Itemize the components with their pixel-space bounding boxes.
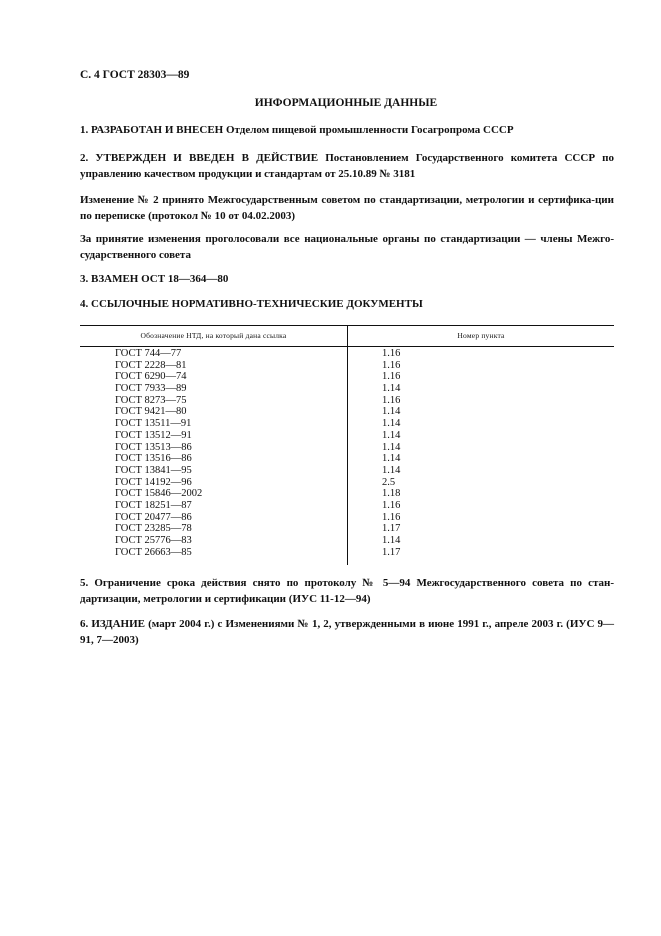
page-header: С. 4 ГОСТ 28303—89: [80, 69, 190, 81]
table-cell-document: ГОСТ 23285—78: [115, 523, 192, 535]
amendment-note: [80, 193, 614, 224]
table-cell-clause: 1.14: [382, 406, 401, 418]
table-cell-document: ГОСТ 14192—96: [115, 476, 192, 488]
section-2: [80, 151, 614, 182]
table-cell-clause: 1.16: [382, 394, 401, 406]
table-cell-clause: 1.16: [382, 348, 401, 359]
table-cell-document: ГОСТ 18251—87: [115, 499, 192, 511]
amendment-text: Изменение № 2 принято Межгосударственным советом по стандартизации, метрологии и сертифика-ции по переписке (протокол № 10 от 04.02.2003): [80, 194, 614, 222]
table-cell-document: ГОСТ 13512—91: [115, 429, 192, 441]
voting-note: [80, 232, 614, 263]
table-header-clause: Номер пункта: [457, 331, 505, 340]
section-text: (март 2004 г.) с Изменениями № 1, 2, утвержденными в июне 1991 г., апреле 2003 г. (ИУС 9—91, 7—2003): [80, 618, 615, 646]
table-cell-clause: 1.14: [382, 464, 401, 476]
table-cell-document: ГОСТ 13516—86: [115, 453, 192, 465]
table-header-document: Обозначение НТД, на который дана ссылка: [140, 331, 287, 340]
table-cell-clause: 2.5: [382, 476, 396, 488]
section-lead: ИЗДАНИЕ: [91, 618, 146, 630]
table-cell-document: ГОСТ 13513—86: [115, 441, 192, 453]
section-text: Ограничение срока действия снято по протоколу № 5—94 Межгосударственного совета по стан-дартизации, метрологии и сертификации (ИУС 11-12—94): [80, 577, 614, 605]
table-cell-clause: 1.14: [382, 383, 401, 395]
table-cell-document: ГОСТ 8273—75: [115, 394, 187, 406]
section-number: 4.: [80, 298, 89, 310]
table-cell-document: ГОСТ 20477—86: [115, 511, 192, 523]
table-cell-clause: 1.14: [382, 535, 401, 546]
section-number: 2.: [80, 152, 89, 164]
table-cell-clause: 1.16: [382, 511, 401, 523]
section-text: Постановлением Государственного комитета СССР по управлению качеством продукции и стандартам от 25.10.89 № 3181: [80, 152, 615, 180]
table-cell-document: ГОСТ 26663—85: [115, 546, 192, 558]
section-5: [80, 576, 614, 607]
table-cell-clause: 1.14: [382, 441, 401, 453]
table-cell-clause: 1.14: [382, 429, 401, 441]
table-cell-clause: 1.16: [382, 499, 401, 511]
section-lead: ВЗАМЕН ОСТ 18—364—80: [91, 273, 229, 285]
table-cell-document: ГОСТ 7933—89: [115, 383, 187, 395]
section-number: 3.: [80, 273, 89, 285]
section-number: 1.: [80, 124, 89, 136]
section-text: Отделом пищевой промышленности Госагропрома СССР: [223, 124, 514, 136]
table-cell-document: ГОСТ 13511—91: [115, 418, 192, 430]
section-4: [80, 297, 614, 313]
section-lead: УТВЕРЖДЕН И ВВЕДЕН В ДЕЙСТВИЕ: [95, 152, 319, 164]
section-1: [80, 123, 614, 139]
section-lead: РАЗРАБОТАН И ВНЕСЕН: [91, 124, 224, 136]
page-title: ИНФОРМАЦИОННЫЕ ДАННЫЕ: [254, 97, 438, 109]
section-number: 6.: [80, 618, 89, 630]
reference-table: [80, 325, 614, 567]
table-cell-document: ГОСТ 6290—74: [115, 371, 187, 383]
section-6: [80, 617, 614, 648]
table-cell-clause: 1.16: [382, 371, 401, 383]
section-number: 5.: [80, 577, 89, 589]
table-cell-document: ГОСТ 25776—83: [115, 535, 192, 546]
table-cell-clause: 1.14: [382, 418, 401, 430]
table-cell-clause: 1.17: [382, 523, 401, 535]
voting-text: За принятие изменения проголосовали все национальные органы по стандартизации — члены Межго-сударственного совета: [80, 233, 614, 261]
table-cell-document: ГОСТ 9421—80: [115, 406, 187, 418]
table-cell-document: ГОСТ 15846—2002: [115, 488, 203, 500]
table-cell-clause: 1.14: [382, 453, 401, 465]
table-cell-clause: 1.18: [382, 488, 401, 500]
table-column-clauses: [382, 348, 400, 558]
section-3: [80, 272, 614, 288]
table-cell-document: ГОСТ 2228—81: [115, 359, 187, 371]
table-column-divider: [347, 325, 348, 565]
section-lead: ССЫЛОЧНЫЕ НОРМАТИВНО-ТЕХНИЧЕСКИЕ ДОКУМЕНТЫ: [91, 298, 423, 310]
table-cell-document: ГОСТ 13841—95: [115, 464, 192, 476]
table-cell-clause: 1.17: [382, 546, 401, 558]
table-column-documents: [115, 348, 202, 558]
table-cell-document: ГОСТ 744—77: [115, 348, 182, 359]
table-cell-clause: 1.16: [382, 359, 401, 371]
